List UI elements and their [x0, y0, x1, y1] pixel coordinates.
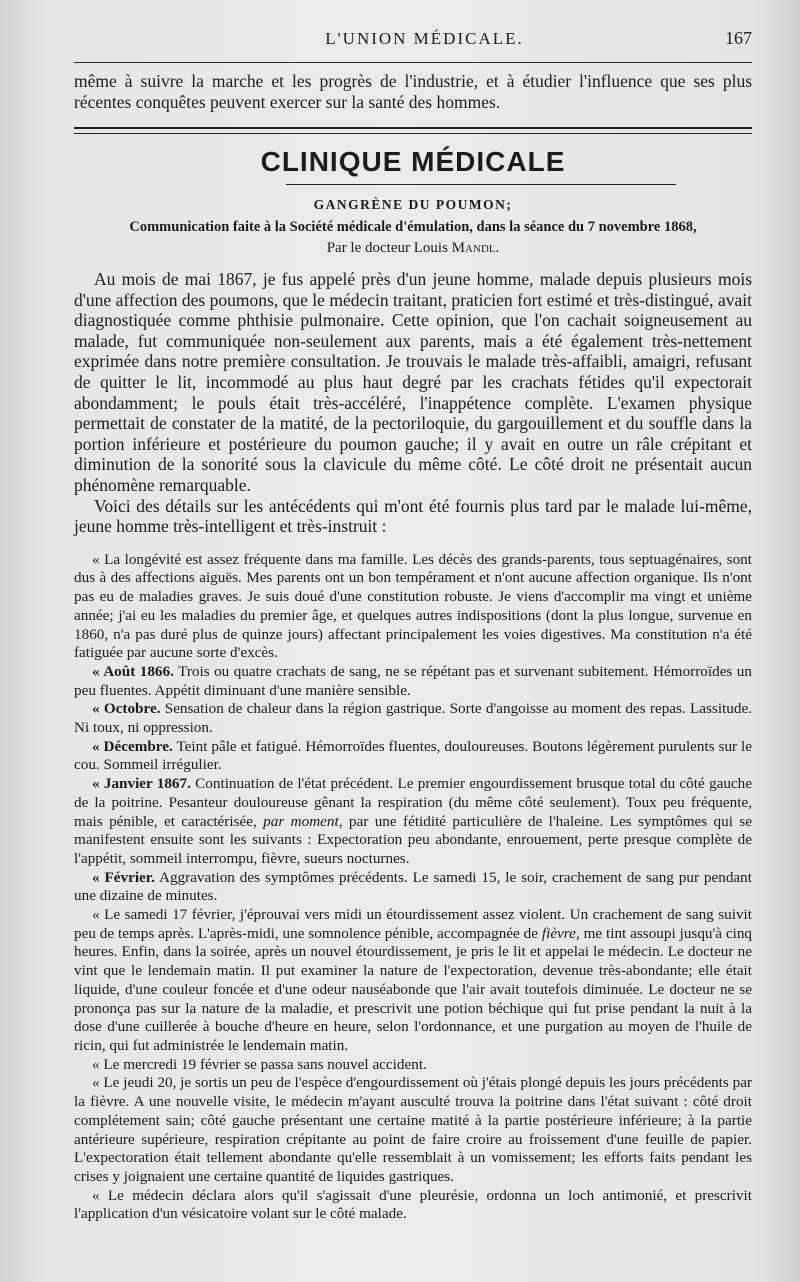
quote-text: Aggravation des symptômes précédents. Le samedi 15, le soir, crachement de sang pur pendant une dizaine de minutes.: [74, 868, 752, 905]
body-paragraph: Au mois de mai 1867, je fus appelé près d'un jeune homme, malade depuis plusieurs mois d'une affection des poumons, que le médecin traitant, praticien fort estimé et très-distingué, avait diagnostiquée comme phthisie pulmonaire. Cette opinion, que l'on cachait soigneusement au malade, fut communiquée non-seulement aux parents, mais a été également très-nettement exprimée dans notre première consultation. Je trouvais le malade très-affaibli, amaigri, refusant de quitter le lit, incommodé au plus haut degré par les crachats fétides qu'il expectorait abondamment; le pouls était très-accéléré, l'inappétence complète. L'examen physique permettait de constater de la matité, de la pectoriloquie, du gargouillement et du souffle dans la portion inférieure et postérieure du poumon gauche; il y avait en outre un râle crépitant et diminution de la sonorité sous la clavicule du même côté. Le côté droit ne présentait aucun phénomène remarquable.: [74, 269, 752, 495]
quote-date: « Octobre.: [92, 700, 161, 718]
section-divider: [74, 127, 752, 134]
patient-testimony: [74, 551, 752, 1224]
quote-date: « Août 1866.: [92, 662, 174, 680]
quote-paragraph: [74, 906, 752, 1056]
quote-paragraph: [74, 1074, 752, 1186]
page-header: [74, 28, 752, 63]
byline-prefix: Par le docteur Louis: [326, 240, 452, 256]
body-paragraph: Voici des détails sur les antécédents qui m'ont été fournis plus tard par le malade lui-même, jeune homme très-intelligent et très-instruit :: [74, 495, 752, 537]
quote-paragraph: [74, 663, 752, 700]
quote-paragraph: [74, 551, 752, 663]
quote-text: par une fétidité particulière de l'haleine. Les symptômes qui se manifestent ensuite sont les suivants : Expectoration peu abondante, enrouement, perte presque complète de l'appétit, sommeil interrompu, fièvre, sueurs nocturnes.: [74, 812, 753, 867]
quote-emphasis: fièvre,: [541, 924, 580, 942]
section-title: CLINIQUE MÉDICALE: [260, 146, 566, 177]
quote-text: Continuation de l'état précédent. Le premier engourdissement brusque total du côté gauche de la poitrine. Pesanteur douloureuse gênant la respiration (du même côté seulement). Toux peu fréquente, mais pénible, et caractérisée,: [74, 775, 752, 830]
quote-date: « Décembre.: [92, 737, 173, 755]
quote-text: me tint assoupi jusqu'à cinq heures. Enfin, dans la soirée, après un nouvel étourdissement, je pris le lit et appelai le médecin. Le docteur ne vint que le lendemain matin. Il put examiner la nature de l'expectoration, devenue très-abondante; elle était liquide, d'une couleur foncée et d'une odeur nauséabonde que l'air avait toutefois diminuée. Le docteur ne se prononça pas sur la nature de la maladie, et prescrivit une potion béchique qui fut prise pendant la nuit à la dose d'une cuillerée à bouche d'heure en heure, selon l'ordonnance, et une purgation au moyen de l'huile de ricin, qui fut administrée le lendemain matin.: [74, 924, 753, 1054]
body-text: [74, 269, 752, 537]
author-name: Mandl.: [451, 240, 500, 256]
quote-text: Sensation de chaleur dans la région gastrique. Sorte d'angoisse au moment des repas. Lassitude. Ni toux, ni oppression.: [74, 700, 752, 737]
intro-paragraph: même à suivre la marche et les progrès de l'industrie, et à étudier l'influence que ses plus récentes conquêtes peuvent exercer sur la santé des hommes.: [74, 71, 752, 112]
quote-text: « Le samedi 17 février, j'éprouvai vers midi un étourdissement assez violent. Un crachement de sang suivit peu de temps après. L'après-midi, une somnolence pénible, accompagnée de: [74, 906, 752, 942]
article-title: GANGRÈNE DU POUMON;: [313, 197, 513, 212]
quote-text: Trois ou quatre crachats de sang, ne se répétant pas et survenant subitement. Hémorroïdes un peu fluentes. Appétit diminuant d'une manière sensible.: [74, 662, 752, 699]
quote-text: « La longévité est assez fréquente dans ma famille. Les décès des grands-parents, tous septuagénaires, sont dus à des affections aiguës. Mes parents ont un bon tempérament et n'ont aucune affection organique. Ils n'ont pas eu de maladies graves. Je suis doué d'une constitution robuste. Je viens d'accomplir ma vingt et unième année; j'ai eu les maladies du premier âge, et quelques autres indispositions (dont la plus longue, survenue en 1860, n'a pas duré plus de quinze jours) affectant principalement les voies digestives. Ma constitution n'a été fatiguée par aucune sorte d'excès.: [74, 550, 752, 662]
quote-text: « Le mercredi 19 février se passa sans nouvel accident.: [92, 1055, 427, 1073]
title-underline: [286, 184, 676, 185]
running-title: L'UNION MÉDICALE.: [325, 29, 524, 48]
quote-emphasis: par moment,: [263, 812, 343, 830]
quote-paragraph: [74, 775, 752, 869]
quote-date: « Février.: [92, 868, 155, 886]
communication-note: Communication faite à la Société médicale d'émulation, dans la séance du 7 novembre 1868,: [129, 219, 697, 235]
author-byline: [74, 240, 752, 257]
quote-paragraph: [74, 700, 752, 737]
quote-text: « Le jeudi 20, je sortis un peu de l'espèce d'engourdissement où j'étais plongé depuis les jours précédents par la fièvre. A une nouvelle visite, le médecin m'ayant ausculté trouva la poitrine dans l'état suivant : côté droit complétement sain; côté gauche présentant une certaine matité à la partie postérieure inférieure; à la partie antérieure supérieure, respiration crépitante au point de faire croire au froissement d'une feuille de papier. L'expectoration était tellement abondante qu'elle ressemblait à un vomissement; les efforts faits pendant les crises y joignaient une certaine quantité de liquides gastriques.: [74, 1074, 752, 1185]
quote-paragraph: [74, 869, 752, 906]
quote-paragraph: [74, 1056, 752, 1075]
quote-text: Teint pâle et fatigué. Hémorroïdes fluentes, douloureuses. Boutons légèrement purulents sur le cou. Sommeil irrégulier.: [74, 737, 752, 774]
quote-text: « Le médecin déclara alors qu'il s'agissait d'une pleurésie, ordonna un loch antimonié, et prescrivit l'application d'un vésicatoire volant sur le côté malade.: [74, 1186, 752, 1223]
page-number: 167: [725, 28, 752, 48]
quote-paragraph: [74, 738, 752, 775]
quote-paragraph: [74, 1187, 752, 1224]
quote-date: « Janvier 1867.: [92, 775, 191, 793]
